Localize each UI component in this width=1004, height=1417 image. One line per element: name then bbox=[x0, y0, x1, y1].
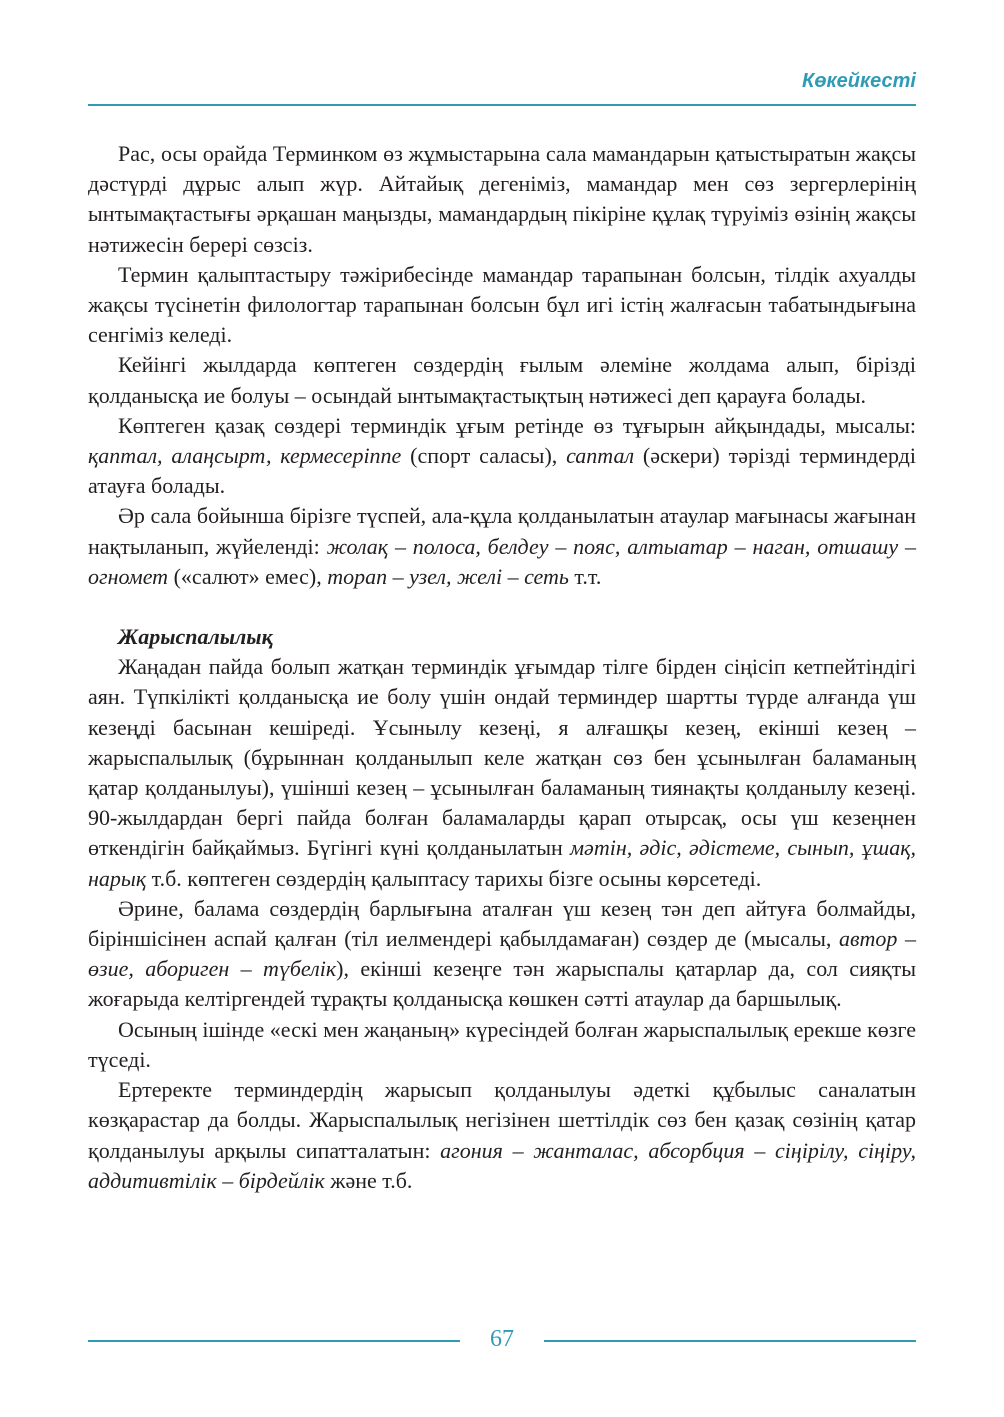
text-span: Әрине, балама сөздердің барлығына аталған үш кезең тән деп айтуға болмайды, біріншісінен аспай қалған (тіл иелмендері қабылдамаған) сөздер де (мысалы, bbox=[88, 895, 916, 952]
italic-term: жолақ – полоса, белдеу – пояс, алтыатар – наган, отшашу – огномет bbox=[88, 533, 916, 589]
text-span: және т.б. bbox=[324, 1167, 413, 1193]
text-span: (спорт саласы), bbox=[401, 443, 567, 469]
paragraph bbox=[88, 1075, 916, 1196]
text-span: Осының ішінде «ескі мен жаңаның» күресіндей болған жарыспалылық ерекше көзге түседі. bbox=[88, 1016, 916, 1072]
italic-term: автор – өзие, абориген – түбелік bbox=[88, 926, 916, 982]
text-span: Әр сала бойынша бірізге түспей, ала-құла қолданылатын атаулар мағынасы жағынан нақтыланып, жүйеленді: bbox=[88, 503, 916, 559]
italic-term: агония – жанталас, абсорбция – сіңірілу, сіңіру, аддитивтілік – бірдейлік bbox=[88, 1137, 916, 1193]
paragraph bbox=[88, 501, 916, 592]
text-span: («салют» емес), bbox=[168, 563, 328, 589]
paragraph bbox=[88, 652, 916, 894]
italic-term: қаптал, алаңсырт, кермесеріппе bbox=[88, 443, 402, 469]
text-span: Жаңадан пайда болып жатқан терминдік ұғымдар тілге бірден сіңісіп кетпейтіндігі аян. Түпкілікті қолданысқа ие болу үшін ондай терминдер шартты түрде алғанда үш кезеңді басынан кешіреді. Ұсынылу кезеңі, я алғашқы кезең, екінші кезең – жарыспалылық (бұрыннан қолданылып келе жатқан сөз бен ұсынылған баламаның қатар қолданылуы), үшінші кезең – ұсынылған баламаның тиянақты қолданылу кезеңі. 90-жылдардан бергі пайда болған баламаларды қарап отырсақ, осы үш кезеңнен өткендігін байқаймыз. Бүгінгі күні қолданылатын bbox=[88, 654, 916, 861]
section-heading: Жарыспалылық bbox=[118, 624, 273, 650]
text-span: т.т. bbox=[568, 563, 602, 589]
text-span: Кейінгі жылдарда көптеген сөздердің ғылым әлеміне жолдама алып, бірізді қолданысқа ие болуы – осындай ынтымақтастықтың нәтижесі деп қарауға болады. bbox=[88, 352, 916, 408]
text-span: Көптеген қазақ сөздері терминдік ұғым ретінде өз тұғырын айқындады, мысалы: bbox=[118, 412, 916, 438]
paragraph bbox=[88, 139, 916, 260]
running-head-title: Көкейкесті bbox=[802, 70, 916, 92]
italic-term: саптал bbox=[566, 443, 635, 469]
body-text bbox=[88, 139, 916, 1196]
footer-rule-left bbox=[88, 1340, 460, 1342]
paragraph bbox=[88, 1015, 916, 1075]
italic-term: торап – узел, желі – сеть bbox=[327, 563, 569, 589]
paragraph bbox=[88, 260, 916, 351]
italic-term: мәтін, әдіс, әдістеме, сынып, ұшақ, нарық bbox=[88, 835, 916, 891]
paragraph bbox=[88, 350, 916, 410]
text-span: ), екінші кезеңге тән жарыспалы қатарлар да, сол сияқты жоғарыда келтіргендей тұрақты қолданысқа көшкен сәтті атаулар да баршылық. bbox=[88, 956, 916, 1012]
text-span: (әскери) тәрізді терминдерді атауға болады. bbox=[88, 443, 916, 499]
page-number: 67 bbox=[490, 1326, 514, 1352]
paragraph bbox=[88, 894, 916, 1015]
text-span: Рас, осы орайда Терминком өз жұмыстарына сала мамандарын қатыстыратын жақсы дәстүрді дұрыс алып жүр. Айтайық дегеніміз, мамандар мен сөз зергерлерінің ынтымақтастығы әрқашан маңызды, мамандардың пікіріне құлақ түруіміз өзінің жақсы нәтижесін берері сөзсіз. bbox=[88, 141, 916, 257]
text-span: т.б. көптеген сөздердің қалыптасу тарихы бізге осыны көрсетеді. bbox=[146, 865, 762, 891]
header-rule bbox=[88, 104, 916, 106]
text-span: Ертеректе терминдердің жарысып қолданылуы әдеткі құбылыс саналатын көзқарастар да болды. Жарыспалылық негізінен шеттілдік сөз бен қазақ сөзінің қатар қолданылуы арқылы сипатталатын: bbox=[88, 1077, 916, 1163]
paragraph bbox=[88, 411, 916, 502]
text-span: Термин қалыптастыру тәжірибесінде мамандар тарапынан болсын, тілдік ахуалды жақсы түсінетін филологтар тарапынан болсын бұл игі істің жалғасын табатындығына сенгіміз келеді. bbox=[88, 261, 916, 348]
footer-rule-right bbox=[544, 1340, 916, 1342]
